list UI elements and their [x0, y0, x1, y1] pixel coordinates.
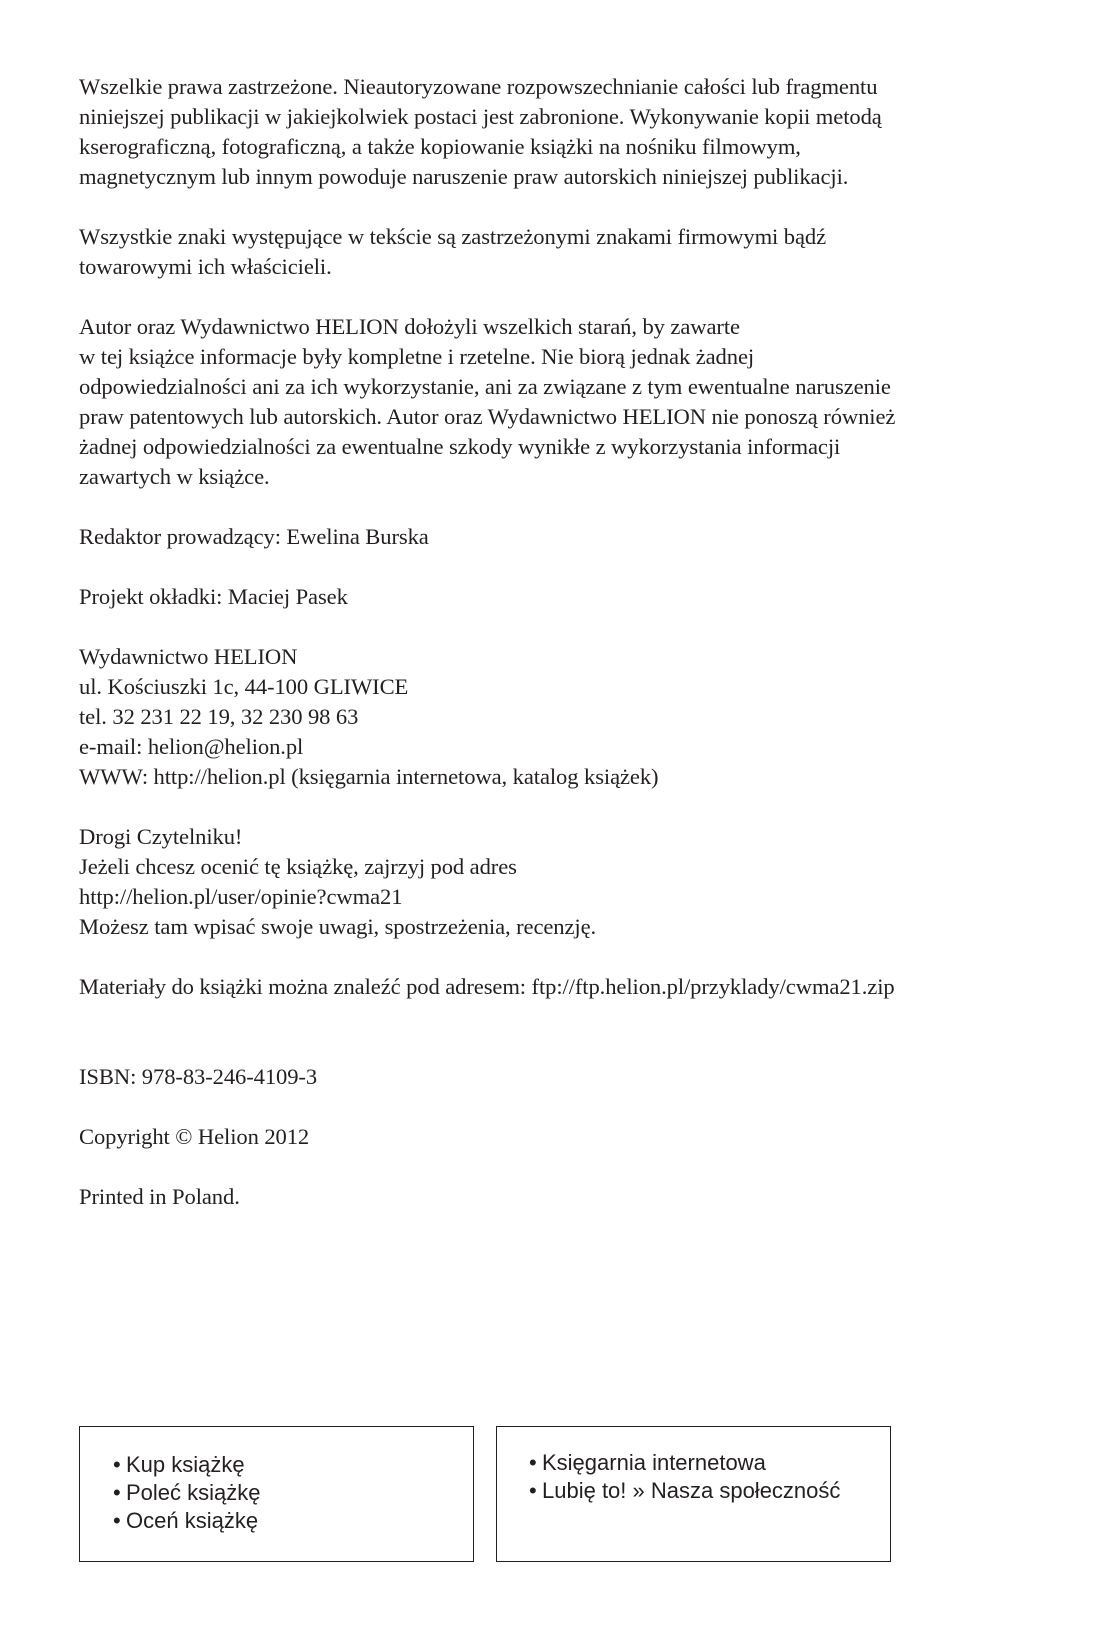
- rights-reserved-paragraph: [79, 72, 1039, 192]
- buy-book-link[interactable]: [113, 1451, 261, 1479]
- bullet-glyph: •: [113, 1508, 121, 1533]
- text-line: Drogi Czytelniku!: [79, 824, 243, 849]
- community-like-link[interactable]: [529, 1477, 840, 1505]
- text-line: magnetycznym lub innym powoduje naruszenie praw autorskich niniejszej publikacji.: [79, 164, 849, 189]
- text-line: Printed in Poland.: [79, 1184, 240, 1209]
- reader-note: [79, 822, 1039, 942]
- bullet-glyph: •: [113, 1480, 121, 1505]
- opinion-url: http://helion.pl/user/opinie?cwma21: [79, 884, 403, 909]
- publisher-email: e-mail: helion@helion.pl: [79, 734, 304, 759]
- rate-book-link[interactable]: [113, 1507, 261, 1535]
- community-box: [496, 1426, 891, 1562]
- text-line: Wszystkie znaki występujące w tekście są zastrzeżonymi znakami firmowymi bądź: [79, 224, 827, 249]
- online-bookstore-link[interactable]: [529, 1449, 840, 1477]
- text-line: towarowymi ich właścicieli.: [79, 254, 332, 279]
- publisher-phone: tel. 32 231 22 19, 32 230 98 63: [79, 704, 359, 729]
- text-line: Możesz tam wpisać swoje uwagi, spostrzeżenia, recenzję.: [79, 914, 597, 939]
- trademarks-paragraph: [79, 222, 1039, 282]
- recommend-book-link[interactable]: [113, 1479, 261, 1507]
- text-line: Jeżeli chcesz ocenić tę książkę, zajrzyj pod adres: [79, 854, 517, 879]
- text-line: w tej książce informacje były kompletne i rzetelne. Nie biorą jednak żadnej: [79, 344, 755, 369]
- text-line: Copyright © Helion 2012: [79, 1124, 310, 1149]
- text-line: Autor oraz Wydawnictwo HELION dołożyli wszelkich starań, by zawarte: [79, 314, 740, 339]
- text-line: Materiały do książki można znaleźć pod adresem: ftp://ftp.helion.pl/przyklady/cwma21.zip: [79, 974, 895, 999]
- printed-in: [79, 1182, 1039, 1212]
- text-line: niniejszej publikacji w jakiejkolwiek postaci jest zabronione. Wykonywanie kopii metodą: [79, 104, 882, 129]
- text-line: kserograficzną, fotograficzną, a także kopiowanie książki na nośniku filmowym,: [79, 134, 801, 159]
- link-label: Oceń książkę: [126, 1508, 259, 1533]
- bullet-glyph: •: [113, 1452, 121, 1477]
- text-line: Redaktor prowadzący: Ewelina Burska: [79, 524, 429, 549]
- legal-text-block: [79, 72, 1039, 1242]
- isbn: [79, 1062, 1039, 1092]
- text-line: praw patentowych lub autorskich. Autor oraz Wydawnictwo HELION nie ponoszą również: [79, 404, 896, 429]
- text-line: ISBN: 978-83-246-4109-3: [79, 1064, 318, 1089]
- text-line: Projekt okładki: Maciej Pasek: [79, 584, 348, 609]
- bullet-glyph: •: [529, 1450, 537, 1475]
- bullet-glyph: •: [529, 1478, 537, 1503]
- link-label: Kup książkę: [126, 1452, 245, 1477]
- link-label: Lubię to! » Nasza społeczność: [542, 1478, 841, 1503]
- text-line: Wszelkie prawa zastrzeżone. Nieautoryzowane rozpowszechnianie całości lub fragmentu: [79, 74, 878, 99]
- link-label: Księgarnia internetowa: [542, 1450, 766, 1475]
- publisher-name: Wydawnictwo HELION: [79, 644, 298, 669]
- publisher-contact: [79, 642, 1039, 792]
- link-label: Poleć książkę: [126, 1480, 261, 1505]
- text-line: żadnej odpowiedzialności za ewentualne szkody wynikłe z wykorzystania informacji: [79, 434, 841, 459]
- materials-note: [79, 972, 1039, 1002]
- book-actions-list: [113, 1451, 261, 1535]
- disclaimer-paragraph: [79, 312, 1039, 492]
- text-line: odpowiedzialności ani za ich wykorzystanie, ani za związane z tym ewentualne naruszenie: [79, 374, 891, 399]
- cover-design-credit: [79, 582, 1039, 612]
- publisher-website: WWW: http://helion.pl (księgarnia internetowa, katalog książek): [79, 764, 659, 789]
- copyright-notice: [79, 1122, 1039, 1152]
- editor-credit: [79, 522, 1039, 552]
- community-list: [529, 1449, 840, 1505]
- book-actions-box: [79, 1426, 474, 1562]
- publisher-address: ul. Kościuszki 1c, 44-100 GLIWICE: [79, 674, 409, 699]
- text-line: zawartych w książce.: [79, 464, 270, 489]
